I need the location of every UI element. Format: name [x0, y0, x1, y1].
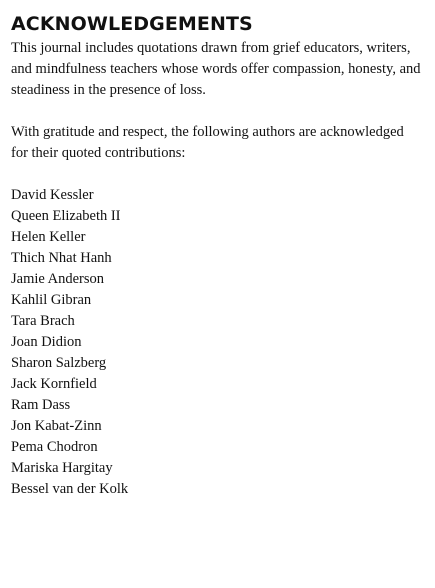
- page-title: ACKNOWLEDGEMENTS: [11, 13, 253, 35]
- author-item: Helen Keller: [11, 229, 86, 245]
- author-item: Thich Nhat Hanh: [11, 250, 112, 266]
- author-item: Kahlil Gibran: [11, 292, 92, 308]
- author-item: Bessel van der Kolk: [11, 481, 129, 497]
- author-item: David Kessler: [11, 187, 94, 203]
- author-item: Joan Didion: [11, 334, 82, 350]
- paragraph-spacer: [11, 101, 421, 122]
- author-item: Sharon Salzberg: [11, 355, 107, 371]
- author-item: Jon Kabat-Zinn: [11, 418, 102, 434]
- acknowledgements-page: [11, 12, 421, 500]
- paragraph-spacer: [11, 164, 421, 185]
- author-item: Jack Kornfield: [11, 376, 97, 392]
- author-item: Pema Chodron: [11, 439, 98, 455]
- intro-paragraph: This journal includes quotations drawn from grief educators, writers, and mindfulness teachers whose words offer compassion, honesty, and steadiness in the presence of loss.: [11, 40, 421, 98]
- author-item: Jamie Anderson: [11, 271, 105, 287]
- author-item: Queen Elizabeth II: [11, 208, 121, 224]
- gratitude-paragraph: With gratitude and respect, the following authors are acknowledged for their quoted contributions:: [11, 124, 404, 161]
- author-item: Mariska Hargitay: [11, 460, 113, 476]
- author-item: Tara Brach: [11, 313, 75, 329]
- author-list: [11, 185, 421, 500]
- author-item: Ram Dass: [11, 397, 71, 413]
